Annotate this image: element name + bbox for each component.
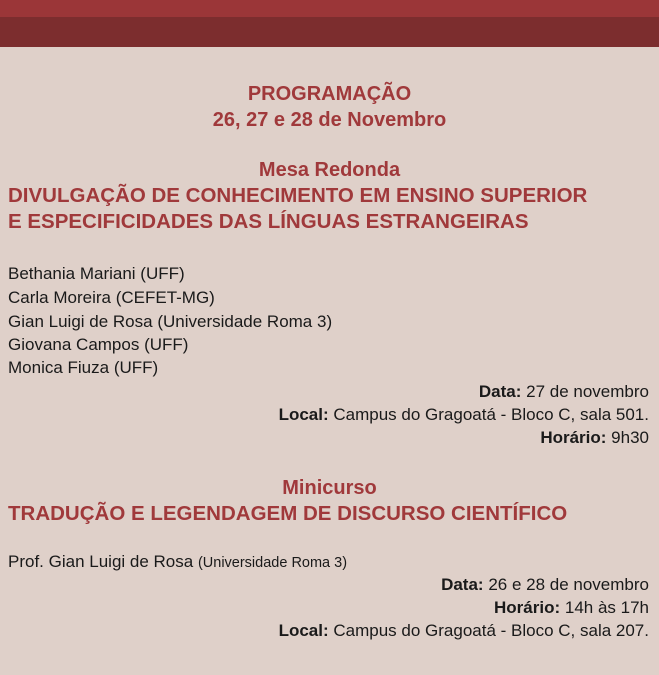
mesa-horario-value: 9h30 — [611, 428, 649, 447]
minicurso-title: TRADUÇÃO E LEGENDAGEM DE DISCURSO CIENTÍFICO — [8, 502, 568, 525]
minicurso-speaker-name: Prof. Gian Luigi de Rosa — [8, 552, 194, 571]
minicurso-horario-label: Horário: — [494, 598, 561, 617]
mesa-data — [479, 382, 649, 402]
programacao-title: PROGRAMAÇÃO — [247, 83, 412, 105]
mesa-horario — [540, 428, 649, 448]
minicurso-horario — [494, 598, 649, 618]
mesa-data-label: Data: — [478, 382, 522, 401]
mesa-title-line1: DIVULGAÇÃO DE CONHECIMENTO EM ENSINO SUPERIOR — [8, 184, 588, 207]
minicurso-local-value: Campus do Gragoatá - Bloco C, sala 207. — [333, 621, 649, 640]
participant-3: Gian Luigi de Rosa (Universidade Roma 3) — [8, 312, 333, 331]
mesa-title-line2: E ESPECIFICIDADES DAS LÍNGUAS ESTRANGEIRAS — [8, 210, 529, 233]
minicurso-local — [279, 621, 649, 641]
participant-2: Carla Moreira (CEFET-MG) — [8, 288, 215, 307]
minicurso-speaker — [8, 552, 347, 572]
minicurso-local-label: Local: — [278, 621, 329, 640]
header-banner-stripe — [0, 0, 659, 17]
mesa-local-value: Campus do Gragoatá - Bloco C, sala 501. — [333, 405, 649, 424]
minicurso-label: Minicurso — [282, 477, 377, 499]
minicurso-horario-value: 14h às 17h — [564, 598, 649, 617]
mesa-data-value: 27 de novembro — [526, 382, 649, 401]
minicurso-speaker-affiliation: (Universidade Roma 3) — [197, 555, 348, 571]
minicurso-data-label: Data: — [441, 575, 484, 594]
mesa-label: Mesa Redonda — [258, 159, 401, 181]
minicurso-data — [441, 575, 649, 595]
mesa-local — [279, 405, 649, 425]
participant-4: Giovana Campos (UFF) — [8, 335, 189, 354]
mesa-local-label: Local: — [278, 405, 329, 424]
participant-5: Monica Fiuza (UFF) — [8, 358, 159, 377]
mesa-horario-label: Horário: — [540, 428, 607, 447]
minicurso-data-value: 26 e 28 de novembro — [488, 575, 649, 594]
programacao-dates: 26, 27 e 28 de Novembro — [212, 109, 447, 131]
participant-1: Bethania Mariani (UFF) — [8, 264, 185, 283]
